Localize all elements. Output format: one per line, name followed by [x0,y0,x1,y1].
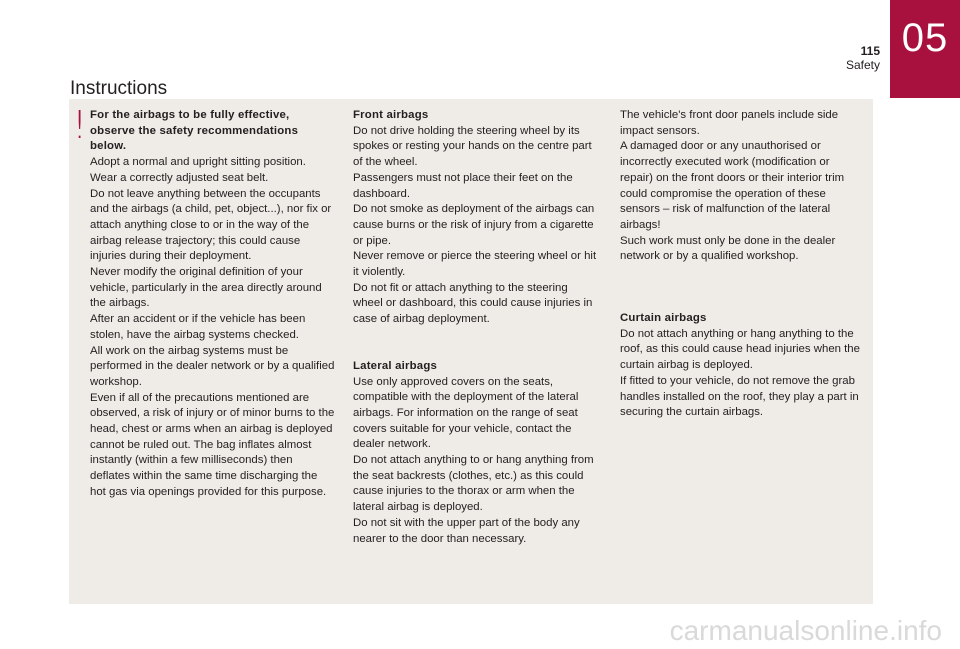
paragraph: Passengers must not place their feet on the dashboard. [353,171,573,200]
paragraph: Never modify the original definition of your vehicle, particularly in the area directly around the airbags. [90,266,322,310]
paragraph: After an accident or if the vehicle has been stolen, have the airbag systems checked. [90,313,306,341]
watermark: carmanualsonline.info [669,615,942,646]
paragraph: Such work must only be done in the dealer network or by a qualified workshop. [620,234,836,263]
column-general-safety [90,108,335,501]
paragraph: Wear a correctly adjusted seat belt. [90,171,269,184]
spacer [620,265,865,311]
spacer [353,328,598,359]
paragraph: A damaged door or any unauthorised or incorrectly executed work (modification or repair) on the front doors or their interior trim could compromise the operation of these sensors – risk of malfunction of the lateral airbags! [620,140,845,231]
lateral-airbags-heading: Lateral airbags [353,359,438,372]
section-name: Safety [845,58,880,72]
paragraph: If fitted to your vehicle, do not remove the grab handles installed on the roof, they play a part in securing the curtain airbags. [620,374,859,419]
paragraph: Use only approved covers on the seats, compatible with the deployment of the lateral airbags. For information on the range of seat covers suitable for your vehicle, contact the dealer network. [353,375,579,451]
column-door-curtain-airbags [620,108,865,421]
paragraph: Do not smoke as deployment of the airbags can cause burns or the risk of injury from a cigarette or pipe. [353,203,595,247]
exclamation-icon: ! [72,103,88,147]
paragraph: Do not sit with the upper part of the body any nearer to the door than necessary. [353,516,580,545]
paragraph: Do not attach anything to or hang anything from the seat backrests (clothes, etc.) as this could cause injuries to the thorax or arm when the lateral airbag is deployed. [353,454,594,514]
page-number: 115 [860,44,880,58]
paragraph: Adopt a normal and upright sitting position. [90,156,306,169]
curtain-airbags-heading: Curtain airbags [620,312,707,325]
paragraph: Even if all of the precautions mentioned are observed, a risk of injury or of minor burns to the head, chest or arms when an airbag is deployed cannot be ruled out. The bag inflates almost instantly (within a few milliseconds) then deflates within the same time discharging the hot gas via openings provided for this purpose. [90,391,335,498]
paragraph: Do not attach anything or hang anything to the roof, as this could cause head injuries when the curtain airbag is deployed. [620,327,860,372]
paragraph: Do not leave anything between the occupants and the airbags (a child, pet, object...), nor fix or attach anything close to or in the way of the airbag release trajectory; this could cause injuries during their deployment. [90,187,332,263]
column-front-lateral-airbags [353,108,598,547]
chapter-tab [890,0,960,98]
paragraph: The vehicle's front door panels include side impact sensors. [620,109,839,137]
page-title: Instructions [70,78,168,99]
paragraph: Never remove or pierce the steering wheel or hit it violently. [353,250,597,279]
paragraph: Do not drive holding the steering wheel by its spokes or resting your hands on the centre part of the wheel. [353,124,592,169]
chapter-number: 05 [901,16,949,60]
paragraph: All work on the airbag systems must be performed in the dealer network or by a qualified workshop. [90,344,335,388]
general-safety-heading: For the airbags to be fully effective, observe the safety recommendations below. [90,109,299,153]
front-airbags-heading: Front airbags [353,109,429,121]
paragraph: Do not fit or attach anything to the steering wheel or dashboard, this could cause injuries in case of airbag deployment. [353,281,593,326]
